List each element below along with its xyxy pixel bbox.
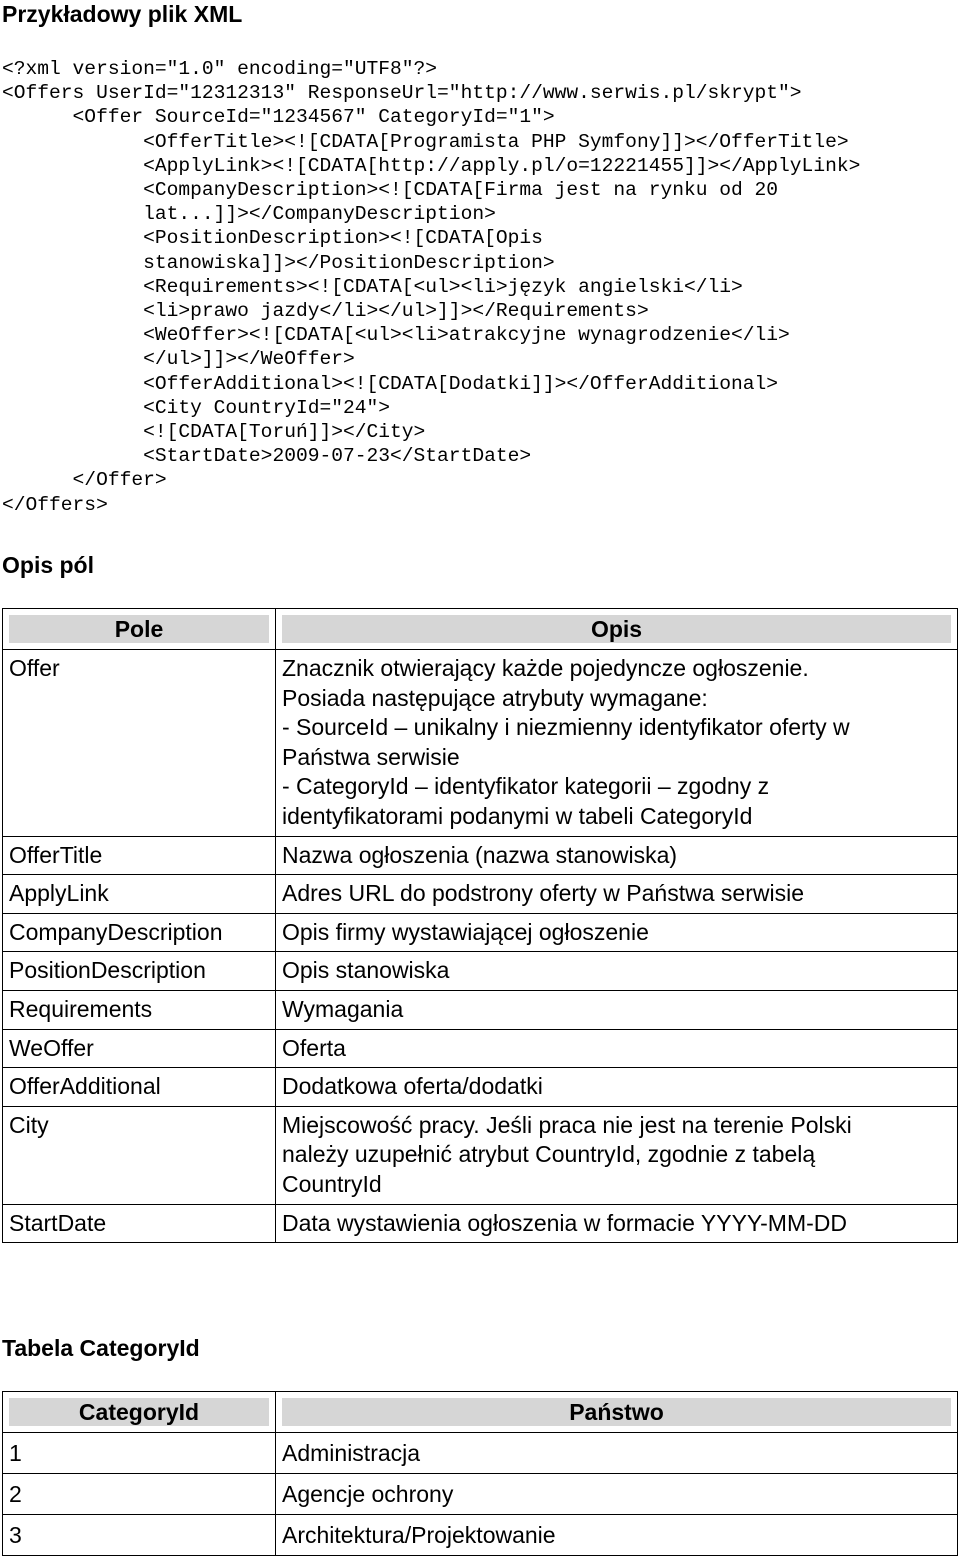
- table-row: [3, 913, 958, 952]
- category-table-body: [3, 1433, 958, 1556]
- code-line: </Offers>: [2, 493, 108, 516]
- field-description-cell: [276, 650, 958, 837]
- fields-table: [2, 608, 958, 1243]
- code-line: <Offer SourceId="1234567" CategoryId="1">: [2, 106, 555, 129]
- table-row: [3, 1029, 958, 1068]
- field-description-cell: [276, 836, 958, 875]
- code-line: <OfferAdditional><![CDATA[Dodatki]]></OfferAdditional>: [2, 372, 779, 395]
- section-title-xml-example: Przykładowy plik XML: [2, 1, 243, 27]
- category-name-cell: Agencje ochrony: [276, 1474, 958, 1515]
- header-label: Pole: [9, 615, 269, 643]
- description-line: Adres URL do podstrony oferty w Państwa serwisie: [282, 880, 804, 907]
- field-name-cell: OfferAdditional: [3, 1068, 276, 1107]
- description-line: Nazwa ogłoszenia (nazwa stanowiska): [282, 841, 678, 868]
- table-row: [3, 1515, 958, 1556]
- field-description-cell: [276, 913, 958, 952]
- header-label: Opis: [282, 615, 951, 643]
- code-line: <Offers UserId="12312313" ResponseUrl="http://www.serwis.pl/skrypt">: [2, 82, 802, 105]
- code-line: <Requirements><![CDATA[<ul><li>język angielski</li>: [2, 275, 743, 298]
- description-line: Oferta: [282, 1034, 346, 1061]
- category-name-cell: Administracja: [276, 1433, 958, 1474]
- field-name-cell: WeOffer: [3, 1029, 276, 1068]
- header-label: Państwo: [282, 1398, 951, 1426]
- table-row: [3, 1433, 958, 1474]
- fields-table-header-field: [3, 609, 276, 650]
- code-line: <StartDate>2009-07-23</StartDate>: [2, 445, 532, 468]
- table-row: [3, 836, 958, 875]
- category-name-cell: Architektura/Projektowanie: [276, 1515, 958, 1556]
- description-line: Opis stanowiska: [282, 957, 450, 984]
- code-line: </ul>]]></WeOffer>: [2, 348, 355, 371]
- description-line: - CategoryId – identyfikator kategorii – zgodny z: [282, 773, 770, 800]
- category-table-header-id: [3, 1392, 276, 1433]
- section-title-field-description: Opis pól: [2, 552, 94, 578]
- table-row: [3, 650, 958, 837]
- field-name-cell: Requirements: [3, 990, 276, 1029]
- table-row: [3, 952, 958, 991]
- field-name-cell: OfferTitle: [3, 836, 276, 875]
- category-table-header-name: [276, 1392, 958, 1433]
- field-description-cell: [276, 875, 958, 914]
- description-line: Posiada następujące atrybuty wymagane:: [282, 684, 708, 711]
- description-line: Państwa serwisie: [282, 743, 460, 770]
- field-description-cell: [276, 1106, 958, 1204]
- field-name-cell: Offer: [3, 650, 276, 837]
- description-line: CountryId: [282, 1170, 382, 1197]
- field-name-cell: CompanyDescription: [3, 913, 276, 952]
- header-label: CategoryId: [9, 1398, 269, 1426]
- table-row: [3, 1474, 958, 1515]
- code-line: <?xml version="1.0" encoding="UTF8"?>: [2, 58, 438, 80]
- field-name-cell: StartDate: [3, 1204, 276, 1243]
- code-line: <![CDATA[Toruń]]></City>: [2, 421, 426, 444]
- code-line: stanowiska]]></PositionDescription>: [2, 251, 555, 274]
- fields-table-body: [3, 650, 958, 1243]
- field-description-cell: [276, 1204, 958, 1243]
- code-line: <li>prawo jazdy</li></ul>]]></Requirements>: [2, 300, 649, 323]
- description-line: Dodatkowa oferta/dodatki: [282, 1073, 543, 1100]
- description-line: Miejscowość pracy. Jeśli praca nie jest na terenie Polski: [282, 1111, 852, 1138]
- code-line: <City CountryId="24">: [2, 396, 391, 419]
- code-line: <PositionDescription><![CDATA[Opis: [2, 227, 543, 250]
- fields-table-header-row: [3, 609, 958, 650]
- table-row: [3, 1068, 958, 1107]
- table-row: [3, 990, 958, 1029]
- code-line: <ApplyLink><![CDATA[http://apply.pl/o=12221455]]></ApplyLink>: [2, 154, 861, 177]
- field-description-cell: [276, 990, 958, 1029]
- section-title-category-table: Tabela CategoryId: [2, 1335, 200, 1361]
- description-line: należy uzupełnić atrybut CountryId, zgodnie z tabelą: [282, 1141, 816, 1168]
- description-line: - SourceId – unikalny i niezmienny identyfikator oferty w: [282, 714, 850, 741]
- xml-code-block: [2, 57, 860, 517]
- description-line: identyfikatorami podanymi w tabeli CategoryId: [282, 802, 753, 829]
- field-description-cell: [276, 1068, 958, 1107]
- code-line: <WeOffer><![CDATA[<ul><li>atrakcyjne wynagrodzenie</li>: [2, 324, 790, 347]
- category-id-cell: 1: [3, 1433, 276, 1474]
- category-table-header-row: [3, 1392, 958, 1433]
- code-line: </Offer>: [2, 469, 167, 492]
- field-description-cell: [276, 1029, 958, 1068]
- table-row: [3, 875, 958, 914]
- field-name-cell: PositionDescription: [3, 952, 276, 991]
- table-row: [3, 1204, 958, 1243]
- description-line: Data wystawienia ogłoszenia w formacie YYYY-MM-DD: [282, 1209, 847, 1236]
- category-id-cell: 2: [3, 1474, 276, 1515]
- field-name-cell: City: [3, 1106, 276, 1204]
- category-id-cell: 3: [3, 1515, 276, 1556]
- field-name-cell: ApplyLink: [3, 875, 276, 914]
- code-line: <CompanyDescription><![CDATA[Firma jest na rynku od 20: [2, 179, 779, 202]
- description-line: Znacznik otwierający każde pojedyncze ogłoszenie.: [282, 655, 809, 681]
- description-line: Opis firmy wystawiającej ogłoszenie: [282, 918, 649, 945]
- description-line: Wymagania: [282, 995, 404, 1022]
- table-row: [3, 1106, 958, 1204]
- fields-table-header-desc: [276, 609, 958, 650]
- code-line: lat...]]></CompanyDescription>: [2, 203, 496, 226]
- code-line: <OfferTitle><![CDATA[Programista PHP Symfony]]></OfferTitle>: [2, 130, 849, 153]
- field-description-cell: [276, 952, 958, 991]
- category-table: [2, 1391, 958, 1556]
